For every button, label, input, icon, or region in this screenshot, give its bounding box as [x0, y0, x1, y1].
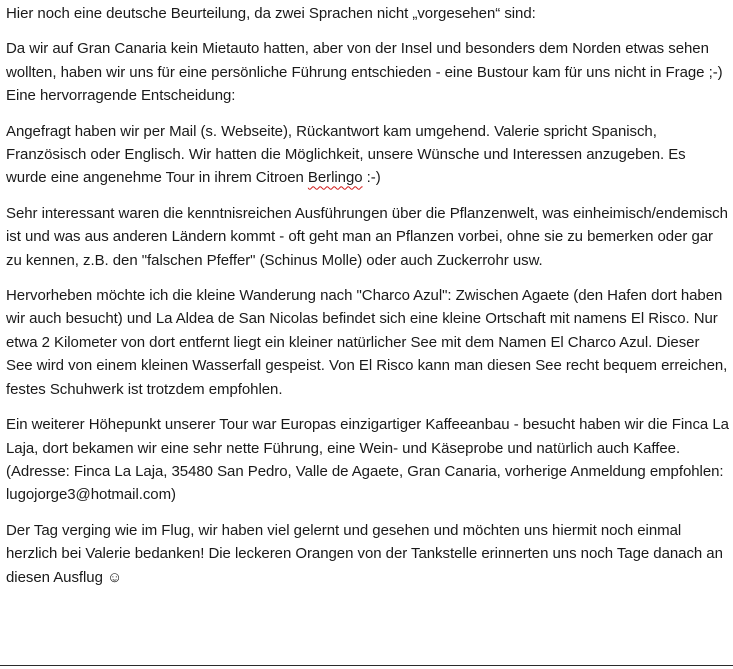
- paragraph-intro: Hier noch eine deutsche Beurteilung, da zwei Sprachen nicht „vorgesehen“ sind:: [6, 5, 536, 22]
- bottom-divider: [0, 665, 733, 666]
- paragraph-charco-azul: Hervorheben möchte ich die kleine Wanderung nach "Charco Azul": Zwischen Agaete (den Hafen dort haben wir auch besucht) und La Aldea de San Nicolas befindet sich eine kleine Ortschaft mit namens El Risco. Nur etwa 2 Kilometer von dort entfernt liegt ein kleiner natürlicher See mit dem Namen El Charco Azul. Dieser See wird von einem kleinen Wasserfall gespeist. Von El Risco kann man diesen See recht bequem erreichen, festes Schuhwerk ist trotzdem empfohlen.: [6, 287, 728, 398]
- paragraph-coffee: Ein weiterer Höhepunkt unserer Tour war Europas einzigartiger Kaffeeanbau - besucht haben wir die Finca La Laja, dort bekamen wir eine sehr nette Führung, eine Wein- und Käseprobe und natürlich auch Kaffee. (Adresse: Finca La Laja, 35480 San Pedro, Valle de Agaete, Gran Canaria, vorherige Anmeldung empfohlen: lugojorge3@hotmail.com): [6, 416, 729, 504]
- paragraph-decision: Da wir auf Gran Canaria kein Mietauto hatten, aber von der Insel und besonders dem Norden etwas sehen wollten, haben wir uns für eine persönliche Führung entschieden - eine Bustour kam für uns nicht in Frage ;-) Eine hervorragende Entscheidung:: [6, 40, 723, 105]
- paragraph-contact: [6, 120, 730, 190]
- document-body: [6, 2, 730, 601]
- spellcheck-flagged-word: Berlingo: [307, 169, 363, 187]
- paragraph-contact-end: :-): [362, 169, 381, 187]
- paragraph-thanks: Der Tag verging wie im Flug, wir haben viel gelernt und gesehen und möchten uns hiermit noch einmal herzlich bei Valerie bedanken! Die leckeren Orangen von der Tankstelle erinnerten uns noch Tage danach an diesen Ausflug ☺: [6, 521, 723, 586]
- paragraph-contact-text: Angefragt haben wir per Mail (s. Webseite), Rückantwort kam umgehend. Valerie spricht Spanisch, Französisch oder Englisch. Wir hatten die Möglichkeit, unsere Wünsche und Interessen anzugeben. Es wurde eine angenehme Tour in ihrem Citroen: [6, 122, 686, 187]
- paragraph-plants: Sehr interessant waren die kenntnisreichen Ausführungen über die Pflanzenwelt, was einheimisch/endemisch ist und was aus anderen Ländern kommt - oft geht man an Pflanzen vorbei, ohne sie zu bemerken oder gar zu kennen, z.B. den "falschen Pfeffer" (Schinus Molle) oder auch Zuckerrohr usw.: [6, 204, 728, 269]
